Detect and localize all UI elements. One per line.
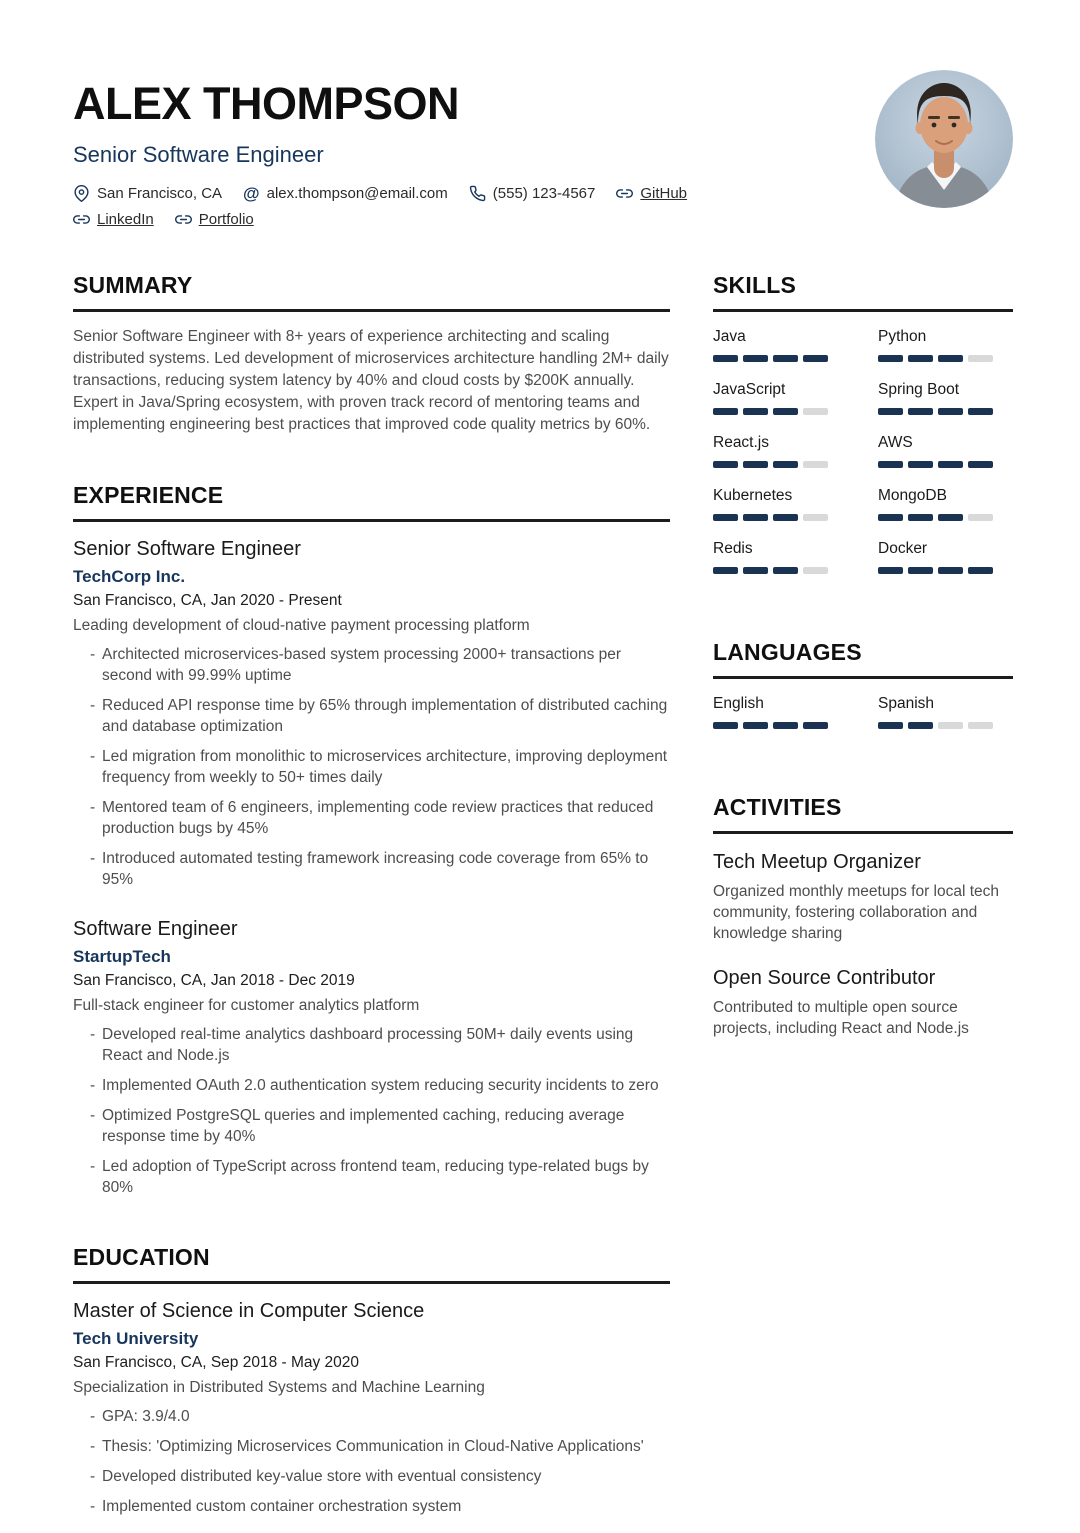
experience-heading: EXPERIENCE [73,482,670,522]
skill-bar [713,355,848,362]
education-bullet-list [73,1406,670,1517]
language-bar [878,722,1013,729]
activity-title: Tech Meetup Organizer [713,851,921,874]
level-segment-filled [878,461,903,468]
job-title: Senior Software Engineer [73,538,301,561]
contact-list [73,185,773,228]
person-title: Senior Software Engineer [73,142,324,168]
level-segment-filled [878,514,903,521]
level-segment-empty [938,722,963,729]
bullet-item: - Developed real-time analytics dashboard processing 50M+ daily events using React and Node.js [73,1024,670,1066]
bullet-item: - Implemented OAuth 2.0 authentication system reducing security incidents to zero [73,1075,670,1096]
resume-header [0,0,1080,228]
level-segment-filled [743,722,768,729]
content-columns [0,272,1080,1517]
level-segment-filled [908,514,933,521]
activity-description: Organized monthly meetups for local tech community, fostering collaboration and knowledge sharing [713,883,1000,943]
contact-email [243,185,448,202]
skill-bar [878,408,1013,415]
skill-bar [878,355,1013,362]
contact-portfolio [175,211,254,228]
language-item [713,695,848,729]
bullet-item: - Led migration from monolithic to microservices architecture, improving deployment frequency from weekly to 50+ times daily [73,746,670,788]
job-bullet-list [73,644,670,890]
level-segment-filled [773,408,798,415]
language-name: Spanish [878,695,935,713]
level-segment-filled [908,355,933,362]
skill-item [878,434,1013,468]
phone-icon [469,185,486,202]
avatar-photo-illustration [875,70,1013,208]
level-segment-filled [908,567,933,574]
skill-name: React.js [713,434,769,452]
skills-section [713,272,1013,593]
activity-item [713,851,1013,944]
level-segment-filled [773,461,798,468]
contact-location-text: San Francisco, CA [97,185,223,203]
level-segment-filled [908,722,933,729]
skill-item [878,487,1013,521]
language-item [878,695,1013,729]
job-title: Software Engineer [73,918,238,941]
job-meta: San Francisco, CA, Jan 2020 - Present [73,592,342,610]
skill-name: Redis [713,540,753,558]
level-segment-empty [803,408,828,415]
skill-name: Python [878,328,927,346]
level-segment-filled [878,408,903,415]
level-segment-filled [878,355,903,362]
activities-heading: ACTIVITIES [713,794,1013,834]
summary-text: Senior Software Engineer with 8+ years of experience architecting and scaling distributed systems. Led development of microservices architecture handling 2M+ daily transactions, reducing system latency by 40% and cloud costs by $200K annually. Expert in Java/Spring ecosystem, with proven track record of mentoring teams and implementing engineering best practices that improved code quality metrics by 60%. [73,328,669,434]
level-segment-filled [938,408,963,415]
github-link[interactable]: GitHub [640,185,688,203]
skill-item [713,540,848,574]
level-segment-empty [968,722,993,729]
skill-bar [878,514,1013,521]
skill-name: JavaScript [713,381,786,399]
level-segment-filled [908,408,933,415]
bullet-item: - Reduced API response time by 65% through implementation of distributed caching and database optimization [73,695,670,737]
job-entry [73,538,670,890]
skill-item [713,328,848,362]
level-segment-filled [743,514,768,521]
link-icon [175,211,192,228]
degree-title: Master of Science in Computer Science [73,1300,425,1323]
level-segment-filled [878,567,903,574]
contact-phone [469,185,596,202]
skill-item [713,381,848,415]
link-icon [616,185,633,202]
skill-name: MongoDB [878,487,947,505]
level-segment-filled [713,461,738,468]
job-lead: Full-stack engineer for customer analytics platform [73,997,420,1015]
contact-linkedin [73,211,154,228]
level-segment-filled [908,461,933,468]
bullet-item: - Implemented custom container orchestration system [73,1496,670,1517]
level-segment-filled [968,408,993,415]
level-segment-filled [878,722,903,729]
level-segment-filled [713,408,738,415]
skill-bar [713,461,848,468]
linkedin-link[interactable]: LinkedIn [97,211,154,229]
skills-heading: SKILLS [713,272,1013,312]
person-name: ALEX THOMPSON [73,78,460,129]
level-segment-filled [713,567,738,574]
language-bar [713,722,848,729]
languages-grid [713,695,1013,748]
skill-bar [878,461,1013,468]
skill-name: Java [713,328,746,346]
skills-grid [713,328,1013,593]
level-segment-filled [803,722,828,729]
level-segment-filled [938,514,963,521]
level-segment-filled [773,567,798,574]
skill-bar [713,567,848,574]
level-segment-empty [968,514,993,521]
portfolio-link[interactable]: Portfolio [198,211,254,229]
summary-heading: SUMMARY [73,272,670,312]
level-segment-filled [713,355,738,362]
school-name: Tech University [73,1329,199,1349]
job-meta: San Francisco, CA, Jan 2018 - Dec 2019 [73,972,355,990]
experience-section [73,482,670,1198]
activities-section [713,794,1013,1039]
level-segment-filled [773,514,798,521]
job-lead: Leading development of cloud-native payment processing platform [73,617,530,635]
at-icon: @ [243,184,260,204]
bullet-item: - Developed distributed key-value store with eventual consistency [73,1466,670,1487]
skill-item [878,540,1013,574]
bullet-item: - Thesis: 'Optimizing Microservices Communication in Cloud-Native Applications' [73,1436,670,1457]
level-segment-empty [968,355,993,362]
job-entry [73,918,670,1198]
education-heading: EDUCATION [73,1244,670,1284]
bullet-item: - Mentored team of 6 engineers, implementing code review practices that reduced production bugs by 45% [73,797,670,839]
level-segment-empty [803,461,828,468]
education-section [73,1244,670,1517]
level-segment-filled [743,461,768,468]
link-icon [73,211,90,228]
skill-bar [713,408,848,415]
level-segment-filled [743,567,768,574]
bullet-item: - Optimized PostgreSQL queries and implemented caching, reducing average response time by 40% [73,1105,670,1147]
bullet-item: - Architected microservices-based system processing 2000+ transactions per second with 99.99% uptime [73,644,670,686]
activity-description: Contributed to multiple open source projects, including React and Node.js [713,999,969,1038]
level-segment-filled [938,355,963,362]
activity-item [713,967,1013,1039]
level-segment-filled [773,355,798,362]
level-segment-filled [713,722,738,729]
level-segment-filled [713,514,738,521]
company-name: StartupTech [73,947,171,967]
bullet-item: - Introduced automated testing framework increasing code coverage from 65% to 95% [73,848,670,890]
company-name: TechCorp Inc. [73,567,186,587]
skill-name: AWS [878,434,913,452]
skill-bar [713,514,848,521]
activity-title: Open Source Contributor [713,967,936,990]
education-entry [73,1300,670,1517]
level-segment-filled [743,408,768,415]
right-column [713,272,1013,1517]
summary-section [73,272,670,436]
level-segment-empty [803,514,828,521]
skill-bar [878,567,1013,574]
skill-item [713,434,848,468]
bullet-item: - GPA: 3.9/4.0 [73,1406,670,1427]
education-lead: Specialization in Distributed Systems and Machine Learning [73,1379,485,1397]
level-segment-filled [773,722,798,729]
education-meta: San Francisco, CA, Sep 2018 - May 2020 [73,1354,360,1372]
job-bullet-list [73,1024,670,1198]
skill-item [713,487,848,521]
contact-phone-text: (555) 123-4567 [492,185,596,203]
level-segment-filled [743,355,768,362]
level-segment-filled [968,461,993,468]
level-segment-filled [938,567,963,574]
skill-item [878,381,1013,415]
bullet-item: - Led adoption of TypeScript across frontend team, reducing type-related bugs by 80% [73,1156,670,1198]
left-column [73,272,670,1517]
level-segment-empty [803,567,828,574]
contact-location [73,185,222,202]
contact-email-text: alex.thompson@email.com [266,185,448,203]
language-name: English [713,695,764,713]
level-segment-filled [968,567,993,574]
avatar [875,70,1013,208]
languages-heading: LANGUAGES [713,639,1013,679]
skill-item [878,328,1013,362]
contact-github [616,185,687,202]
level-segment-filled [803,355,828,362]
skill-name: Docker [878,540,928,558]
map-pin-icon [73,185,90,202]
skill-name: Spring Boot [878,381,959,399]
skill-name: Kubernetes [713,487,793,505]
languages-section [713,639,1013,748]
level-segment-filled [938,461,963,468]
